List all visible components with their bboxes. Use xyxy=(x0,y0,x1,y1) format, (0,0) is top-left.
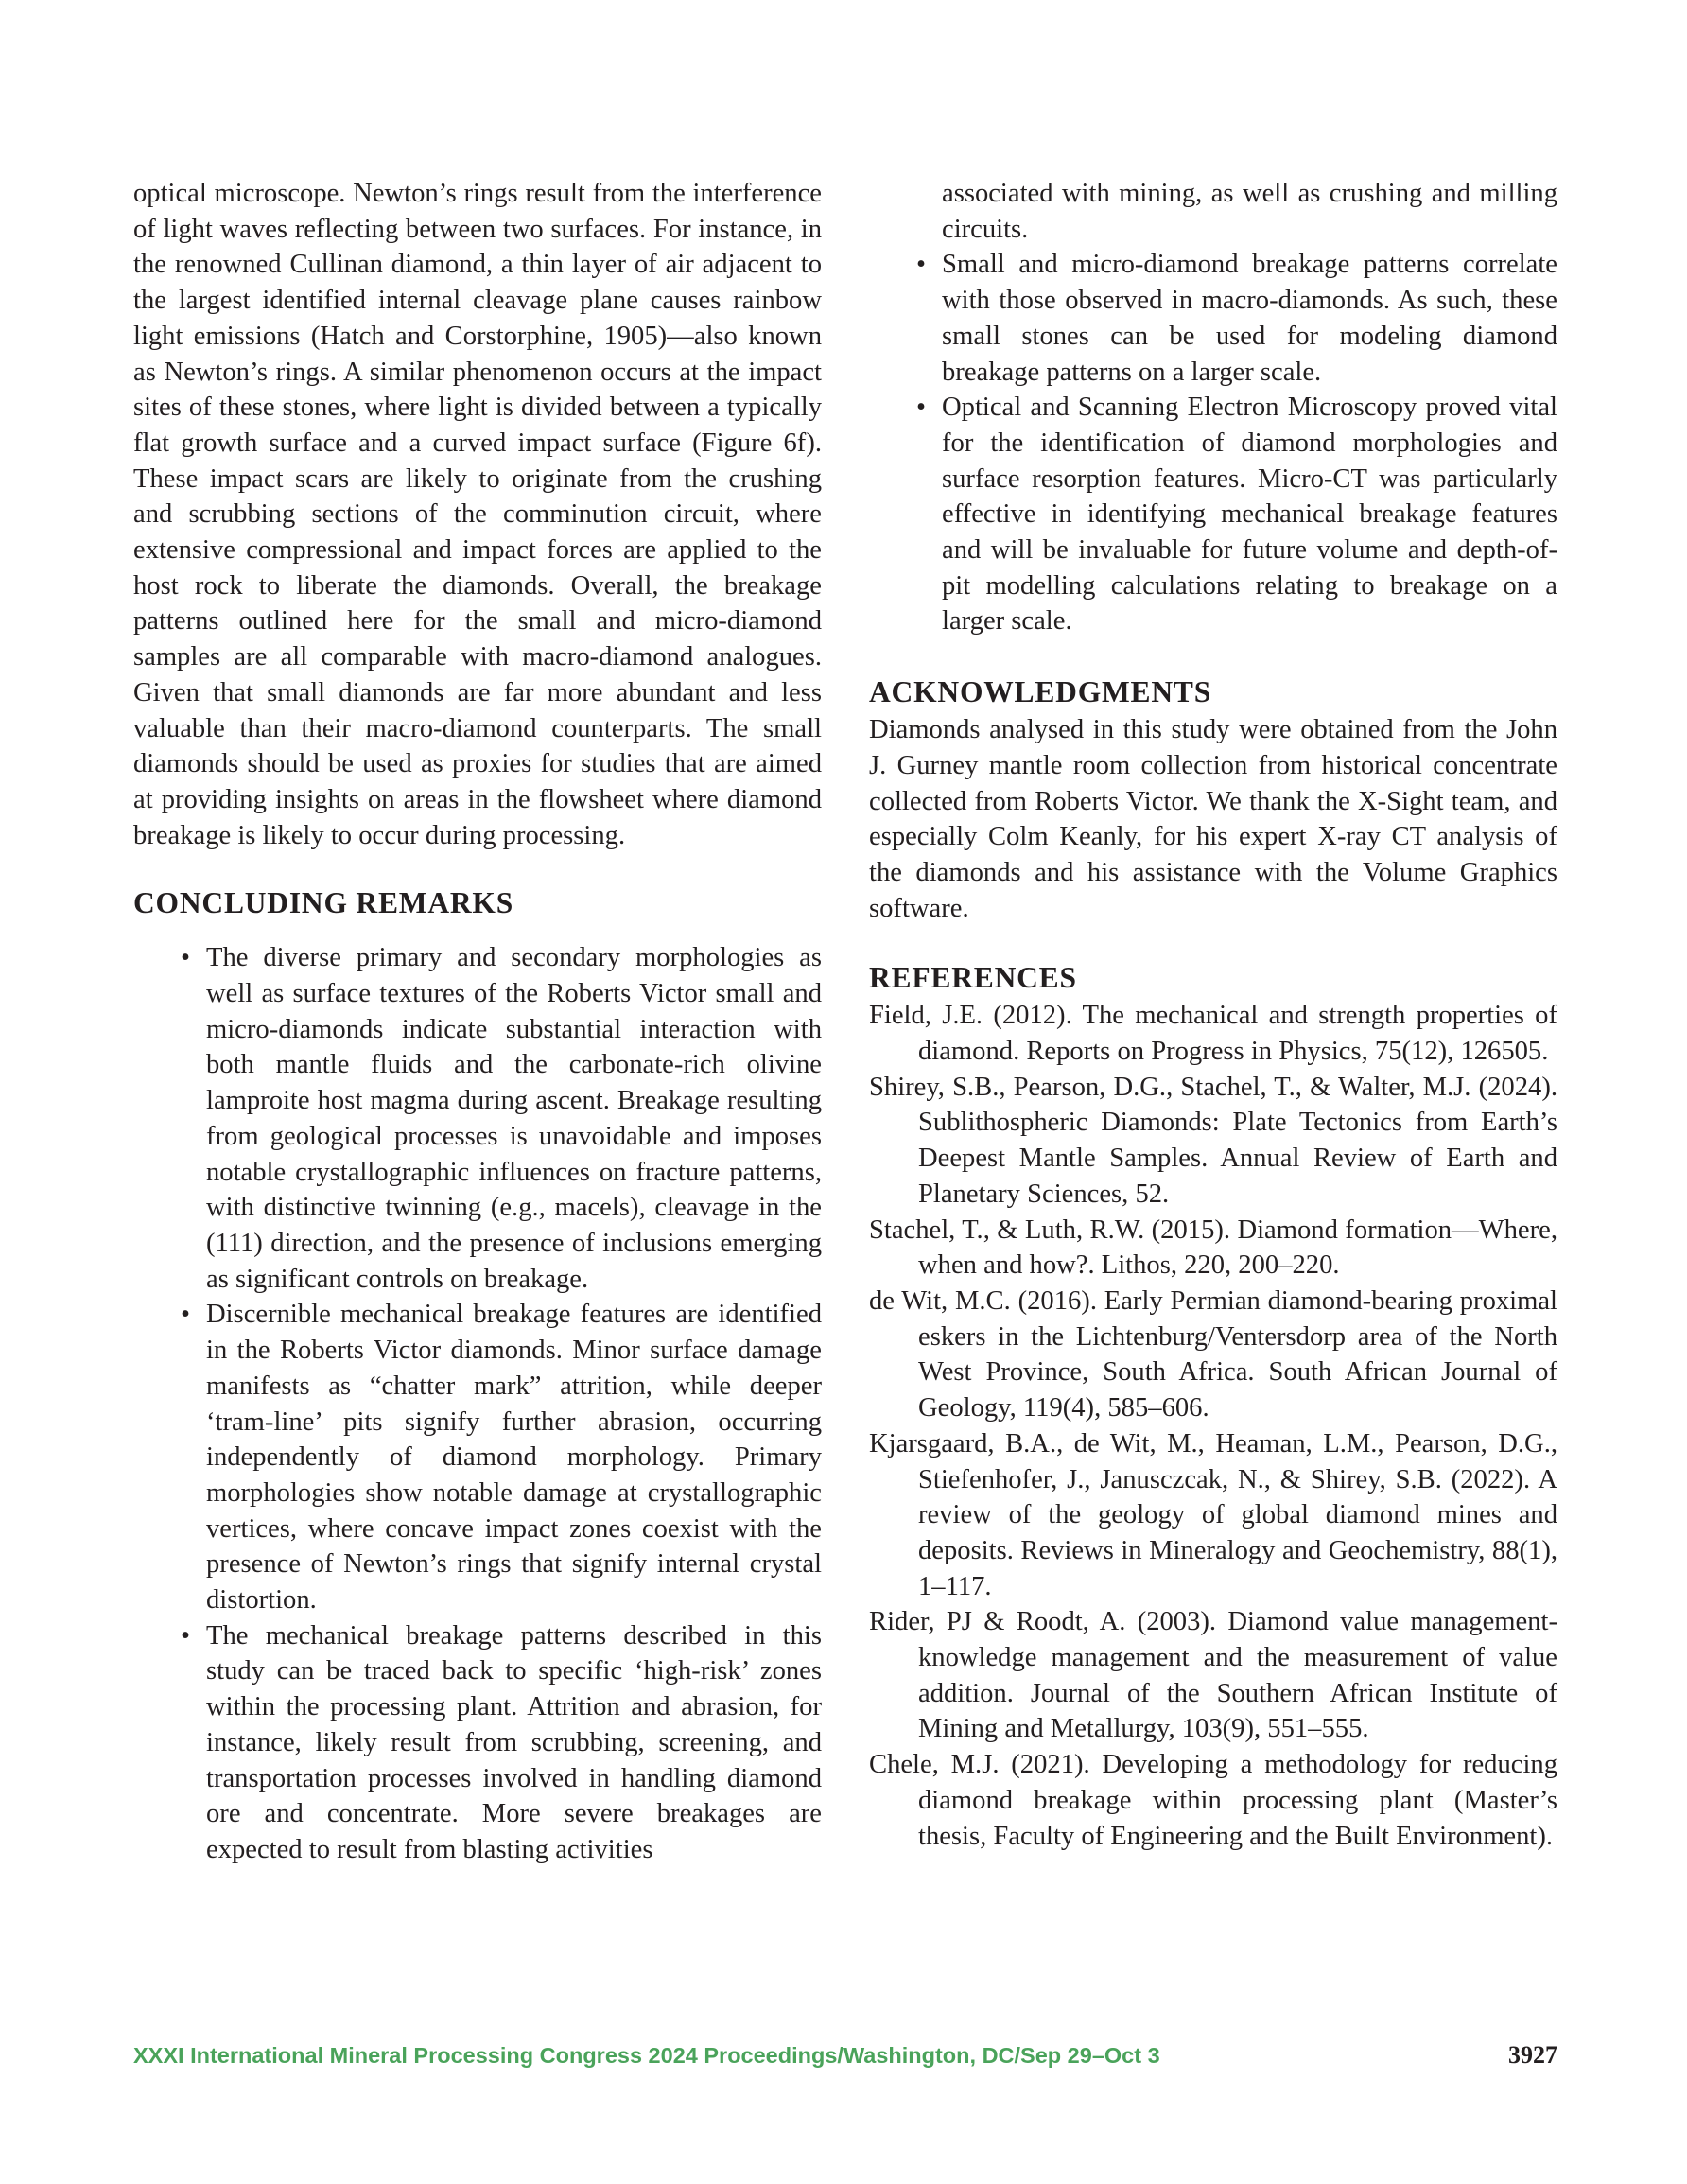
bullet-text: The diverse primary and secondary morphologies as well as surface textures of the Roberts Victor small and micro-diamonds indicate substantial interaction with both mantle fluids and the carbonate-rich olivine lamproite host magma during ascent. Breakage resulting from geological processes is unavoidable and imposes notable crystallographic influences on fracture patterns, with distinctive twinning (e.g., macels), cleavage in the (111) direction, and the presence of inclusions emerging as significant controls on breakage. xyxy=(206,943,822,1294)
conference-title: XXXI International Mineral Processing Congress 2024 Proceedings/Washington, DC/Sep 29–Oct 3 xyxy=(133,2043,1160,2068)
reference-entry: Kjarsgaard, B.A., de Wit, M., Heaman, L.M., Pearson, D.G., Stiefenhofer, J., Janusczcak, N., & Shirey, S.B. (2022). A review of the geology of global diamond mines and deposits. Reviews in Mineralogy and Geochemistry, 88(1), 1–117. xyxy=(869,1428,1557,1601)
concluding-bullet-5 xyxy=(869,390,1557,639)
intro-paragraph: optical microscope. Newton’s rings result from the interference of light waves reflecting between two surfaces. For instance, in the renowned Cullinan diamond, a thin layer of air adjacent to the largest identified internal cleavage plane causes rainbow light emissions (Hatch and Corstorphine, 1905)—also known as Newton’s rings. A similar phenomenon occurs at the impact sites of these stones, where light is divided between a typically flat growth surface and a curved impact surface (Figure 6f). These impact scars are likely to originate from the crushing and scrubbing sections of the comminution circuit, where extensive compressional and impact forces are applied to the host rock to liberate the diamonds. Overall, the breakage patterns outlined here for the small and micro-diamond samples are all comparable with macro-diamond analogues. Given that small diamonds are far more abundant and less valuable than their macro-diamond counterparts. The small diamonds should be used as proxies for studies that are aimed at providing insights on areas in the flowsheet where diamond breakage is likely to occur during processing. xyxy=(133,179,822,850)
bullet-text: The mechanical breakage patterns described in this study can be traced back to specific ‘high-risk’ zones within the processing plant. Attrition and abrasion, for instance, likely result from scrubbing, screening, and transportation processes involved in handling diamond ore and concentrate. More severe breakages are expected to result from blasting activities xyxy=(206,1620,822,1864)
reference-entry: Stachel, T., & Luth, R.W. (2015). Diamond formation—Where, when and how?. Lithos, 220, 200–220. xyxy=(869,1214,1557,1281)
concluding-remarks-list-continued xyxy=(869,176,1557,639)
bullet-icon: • xyxy=(181,1300,191,1330)
right-column xyxy=(869,176,1557,1854)
left-column xyxy=(133,176,822,1868)
page-footer xyxy=(133,2038,1557,2072)
bullet-icon: • xyxy=(916,393,927,423)
bullet-icon: • xyxy=(181,1620,191,1651)
bullet-icon: • xyxy=(181,943,191,973)
bullet-text: Small and micro-diamond breakage patterns correlate with those observed in macro-diamonds. As such, these small stones can be used for modeling diamond breakage patterns on a larger scale. xyxy=(942,250,1557,387)
concluding-remarks-list xyxy=(133,940,822,1867)
acknowledgments-heading: ACKNOWLEDGMENTS xyxy=(869,675,1212,709)
concluding-bullet-3 xyxy=(133,1618,822,1868)
bullet-icon: • xyxy=(916,250,927,280)
reference-entry: Rider, PJ & Roodt, A. (2003). Diamond value management-knowledge management and the measurement of value addition. Journal of the Southern African Institute of Mining and Metallurgy, 103(9), 551–555. xyxy=(869,1607,1557,1744)
concluding-bullet-4 xyxy=(869,247,1557,390)
bullet-text: Discernible mechanical breakage features are identified in the Roberts Victor diamonds. Minor surface damage manifests as “chatter mark” attrition, while deeper ‘tram-line’ pits signify further abrasion, occurring independently of diamond morphology. Primary morphologies show notable damage at crystallographic vertices, where concave impact zones coexist with the presence of Newton’s rings that signify internal crystal distortion. xyxy=(206,1300,822,1616)
concluding-bullet-1 xyxy=(133,940,822,1297)
bullet-text: associated with mining, as well as crushing and milling circuits. xyxy=(942,179,1557,244)
concluding-bullet-2 xyxy=(133,1297,822,1617)
acknowledgments-paragraph: Diamonds analysed in this study were obtained from the John J. Gurney mantle room collection from historical concentrate collected from Roberts Victor. We thank the X-Sight team, and especially Colm Keanly, for his expert X-ray CT analysis of the diamonds and his assistance with the Volume Graphics software. xyxy=(869,715,1557,923)
reference-entry: Chele, M.J. (2021). Developing a methodology for reducing diamond breakage within processing plant (Master’s thesis, Faculty of Engineering and the Built Environment). xyxy=(869,1750,1557,1851)
reference-entry: de Wit, M.C. (2016). Early Permian diamond-bearing proximal eskers in the Lichtenburg/Ventersdorp area of the North West Province, South Africa. South African Journal of Geology, 119(4), 585–606. xyxy=(869,1285,1557,1424)
bullet-text: Optical and Scanning Electron Microscopy proved vital for the identification of diamond morphologies and surface resorption features. Micro-CT was particularly effective in identifying mechanical breakage features and will be invaluable for future volume and depth-of-pit modelling calculations relating to breakage on a larger scale. xyxy=(942,393,1557,637)
references-heading: REFERENCES xyxy=(869,961,1077,995)
reference-entry: Field, J.E. (2012). The mechanical and strength properties of diamond. Reports on Progress in Physics, 75(12), 126505. xyxy=(869,1001,1557,1067)
references-list xyxy=(869,998,1557,1854)
reference-entry: Shirey, S.B., Pearson, D.G., Stachel, T., & Walter, M.J. (2024). Sublithospheric Diamonds: Plate Tectonics from Earth’s Deepest Mantle Samples. Annual Review of Earth and Planetary Sciences, 52. xyxy=(869,1072,1557,1209)
page-number: 3927 xyxy=(1508,2041,1557,2069)
concluding-bullet-3-continued xyxy=(869,176,1557,247)
concluding-remarks-heading: CONCLUDING REMARKS xyxy=(133,886,514,920)
